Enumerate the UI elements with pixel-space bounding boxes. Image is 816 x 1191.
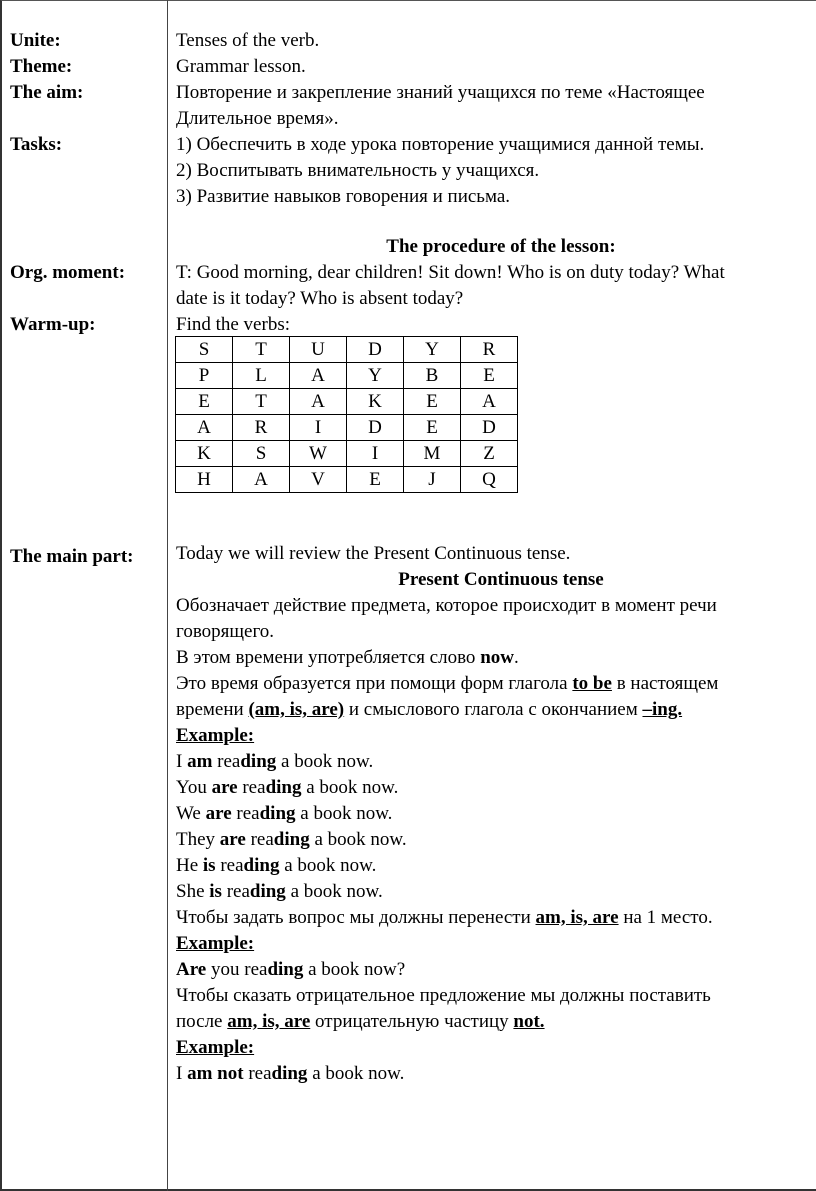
grid-cell: R bbox=[461, 337, 518, 363]
subject: You bbox=[176, 777, 212, 798]
formation-line-2 bbox=[176, 697, 816, 723]
object: a book now. bbox=[301, 777, 399, 798]
verb-ending: ding bbox=[240, 751, 277, 772]
question-example bbox=[176, 957, 816, 983]
word-search-grid bbox=[175, 336, 518, 493]
verb-stem: rea bbox=[250, 829, 274, 850]
verb-stem: rea bbox=[248, 1063, 272, 1084]
grid-row bbox=[176, 441, 518, 467]
aux-verb: Are bbox=[176, 959, 207, 980]
grid-cell: W bbox=[290, 441, 347, 467]
example-heading: Example: bbox=[176, 933, 255, 954]
grid-cell: A bbox=[290, 363, 347, 389]
org-line-2: date is it today? Who is absent today? bbox=[176, 288, 464, 309]
grid-cell: S bbox=[176, 337, 233, 363]
aux-verb: are bbox=[219, 829, 246, 850]
grid-cell: B bbox=[404, 363, 461, 389]
aim-line-1: Повторение и закрепление знаний учащихся по теме «Настоящее bbox=[176, 82, 705, 103]
object: a book now. bbox=[279, 855, 377, 876]
word-now: now bbox=[480, 647, 514, 668]
aux-verb: is bbox=[209, 881, 222, 902]
grid-cell: E bbox=[404, 415, 461, 441]
verb-stem: rea bbox=[244, 959, 268, 980]
grid-row bbox=[176, 415, 518, 441]
aux-verb: are bbox=[211, 777, 238, 798]
grid-cell: D bbox=[347, 337, 404, 363]
grid-cell: D bbox=[347, 415, 404, 441]
task-2: 2) Воспитывать внимательность у учащихся. bbox=[176, 160, 540, 181]
main-intro: Today we will review the Present Continuous tense. bbox=[176, 543, 571, 564]
question-rule bbox=[176, 905, 816, 931]
grid-cell: H bbox=[176, 467, 233, 493]
label-warm-up: Warm-up: bbox=[10, 314, 96, 335]
text: отрицательную частицу bbox=[310, 1011, 514, 1032]
object: a book now. bbox=[276, 751, 374, 772]
verb-stem: rea bbox=[242, 777, 266, 798]
verb-ending: ding bbox=[265, 777, 302, 798]
object: a book now. bbox=[307, 1063, 405, 1084]
word-now-line bbox=[176, 645, 816, 671]
grid-cell: E bbox=[347, 467, 404, 493]
grid-cell: Y bbox=[347, 363, 404, 389]
grid-row bbox=[176, 389, 518, 415]
text: Чтобы задать вопрос мы должны перенести bbox=[176, 907, 536, 928]
aux-verb: is bbox=[202, 855, 216, 876]
aux-verb: am not bbox=[187, 1063, 244, 1084]
theme-value: Grammar lesson. bbox=[176, 56, 306, 77]
verb-stem: rea bbox=[236, 803, 260, 824]
verb-ending: ding bbox=[249, 881, 286, 902]
warmup-instruction: Find the verbs: bbox=[176, 314, 290, 335]
verb-stem: rea bbox=[217, 751, 241, 772]
object: a book now? bbox=[303, 959, 406, 980]
label-unite: Unite: bbox=[10, 30, 61, 51]
am-is-are: am, is, are bbox=[535, 907, 619, 928]
verb-ending: ding bbox=[271, 1063, 308, 1084]
text: после bbox=[176, 1011, 228, 1032]
am-is-are-paren: (am, is, are) bbox=[248, 699, 345, 720]
formation-line-1 bbox=[176, 671, 816, 697]
subject: I bbox=[176, 751, 188, 772]
grid-cell: A bbox=[290, 389, 347, 415]
example-sentences bbox=[176, 749, 816, 905]
text: в настоящем bbox=[611, 673, 719, 694]
grid-row bbox=[176, 467, 518, 493]
grid-row bbox=[176, 337, 518, 363]
aux-verb: am bbox=[187, 751, 213, 772]
subject: He bbox=[176, 855, 203, 876]
verb-ending: ding bbox=[243, 855, 280, 876]
grid-cell: A bbox=[176, 415, 233, 441]
verb-stem: rea bbox=[226, 881, 250, 902]
grid-cell: P bbox=[176, 363, 233, 389]
example-sentence bbox=[176, 853, 816, 879]
example-heading: Example: bbox=[176, 1037, 255, 1058]
subject: They bbox=[176, 829, 220, 850]
example-sentence bbox=[176, 801, 816, 827]
grid-cell: M bbox=[404, 441, 461, 467]
example-sentence bbox=[176, 879, 816, 905]
subject: you bbox=[206, 959, 245, 980]
grid-cell: E bbox=[404, 389, 461, 415]
text: Это время образуется при помощи форм глагола bbox=[176, 673, 573, 694]
grid-cell: T bbox=[233, 389, 290, 415]
text: и смыслового глагола с окончанием bbox=[344, 699, 643, 720]
object: a book now. bbox=[309, 829, 407, 850]
verb-ending: ding bbox=[273, 829, 310, 850]
text: В этом времени употребляется слово bbox=[176, 647, 481, 668]
aim-line-2: Длительное время». bbox=[176, 108, 339, 129]
subject: She bbox=[176, 881, 210, 902]
header-block bbox=[176, 28, 816, 210]
procedure-title: The procedure of the lesson: bbox=[386, 236, 616, 257]
example-sentence bbox=[176, 827, 816, 853]
verb-ending: ding bbox=[267, 959, 304, 980]
label-tasks: Tasks: bbox=[10, 134, 63, 155]
subject: We bbox=[176, 803, 206, 824]
task-1: 1) Обеспечить в ходе урока повторение учащимися данной темы. bbox=[176, 134, 705, 155]
negative-rule-2 bbox=[176, 1009, 816, 1035]
am-is-are: am, is, are bbox=[227, 1011, 311, 1032]
grid-row bbox=[176, 363, 518, 389]
grid-cell: R bbox=[233, 415, 290, 441]
grid-cell: K bbox=[347, 389, 404, 415]
grid-cell: S bbox=[233, 441, 290, 467]
grid-cell: K bbox=[176, 441, 233, 467]
grid-cell: A bbox=[233, 467, 290, 493]
column-divider bbox=[167, 0, 168, 1191]
negative-rule-1: Чтобы сказать отрицательное предложение мы должны поставить bbox=[176, 985, 711, 1006]
grid-cell: I bbox=[290, 415, 347, 441]
object: a book now. bbox=[285, 881, 383, 902]
grid-cell: Q bbox=[461, 467, 518, 493]
text: . bbox=[513, 647, 519, 668]
not-particle: not. bbox=[513, 1011, 545, 1032]
grid-cell: E bbox=[176, 389, 233, 415]
grid-cell: E bbox=[461, 363, 518, 389]
definition-line-1: Обозначает действие предмета, которое происходит в момент речи bbox=[176, 595, 717, 616]
subject: I bbox=[176, 1063, 188, 1084]
ing-ending: –ing. bbox=[642, 699, 683, 720]
grid-cell: I bbox=[347, 441, 404, 467]
grid-cell: V bbox=[290, 467, 347, 493]
unite-value: Tenses of the verb. bbox=[176, 30, 320, 51]
grid-cell: J bbox=[404, 467, 461, 493]
verb-ending: ding bbox=[259, 803, 296, 824]
grid-cell: Y bbox=[404, 337, 461, 363]
label-theme: Theme: bbox=[10, 56, 73, 77]
grid-cell: T bbox=[233, 337, 290, 363]
grid-cell: Z bbox=[461, 441, 518, 467]
aux-verb: are bbox=[205, 803, 232, 824]
definition-line-2: говорящего. bbox=[176, 621, 275, 642]
object: a book now. bbox=[295, 803, 393, 824]
org-line-1: T: Good morning, dear children! Sit down! Who is on duty today? What bbox=[176, 262, 725, 283]
present-continuous-title: Present Continuous tense bbox=[398, 569, 604, 590]
grid-cell: L bbox=[233, 363, 290, 389]
label-main-part: The main part: bbox=[10, 546, 134, 567]
example-heading: Example: bbox=[176, 725, 255, 746]
org-moment-block bbox=[176, 260, 816, 312]
text: на 1 место. bbox=[618, 907, 713, 928]
grid-cell: U bbox=[290, 337, 347, 363]
label-aim: The aim: bbox=[10, 82, 84, 103]
grid-cell: D bbox=[461, 415, 518, 441]
negative-example bbox=[176, 1061, 816, 1087]
verb-stem: rea bbox=[220, 855, 244, 876]
task-3: 3) Развитие навыков говорения и письма. bbox=[176, 186, 511, 207]
main-part-block bbox=[176, 541, 816, 1087]
example-sentence bbox=[176, 749, 816, 775]
grid-cell: A bbox=[461, 389, 518, 415]
to-be: to be bbox=[572, 673, 612, 694]
label-org-moment: Org. moment: bbox=[10, 262, 126, 283]
text: времени bbox=[176, 699, 249, 720]
example-sentence bbox=[176, 775, 816, 801]
